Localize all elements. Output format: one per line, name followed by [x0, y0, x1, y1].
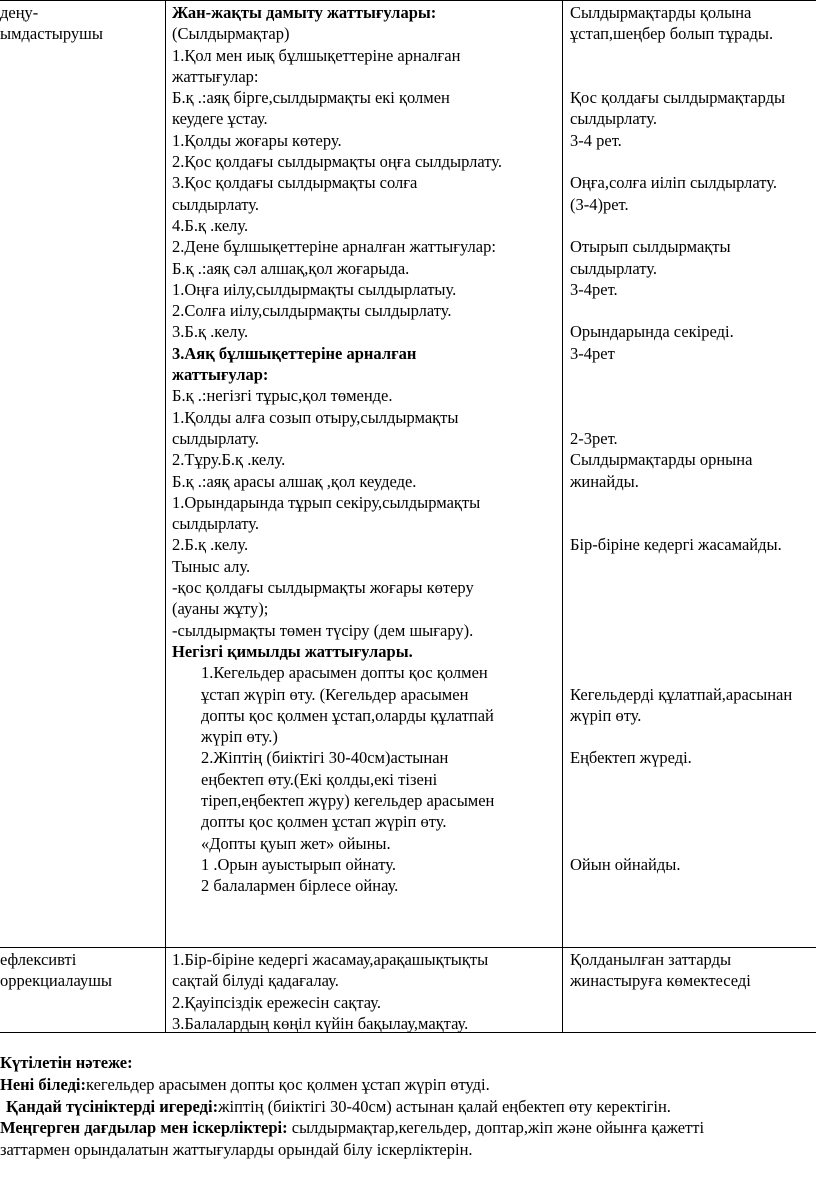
row1-stage-cell [0, 2, 160, 45]
row2-children-line: Қолданылған заттарды [570, 950, 732, 969]
row1-activity-line: 3.Б.қ .келу. [172, 322, 249, 342]
row1-children-line: Орындарында секіреді. [570, 322, 734, 342]
row1-stage-line: ымдастырушы [0, 24, 103, 44]
row1-children-line [570, 151, 816, 172]
row2-children-line: жинастыруға көмектеседі [570, 971, 751, 991]
row1-children-line: сылдырлату. [570, 109, 658, 129]
row1-activity-line: 2.Б.қ .келу. [172, 535, 249, 555]
row1-activity-line: Жан-жақты дамыту жаттығулары: [172, 3, 437, 22]
row1-children-line [570, 662, 816, 683]
row1-children-line: жинайды. [570, 471, 639, 491]
table-divider-col1 [165, 0, 166, 1033]
row1-children-line [570, 833, 816, 854]
table-border-top [0, 0, 816, 1]
row1-children-line [570, 513, 816, 534]
row1-activity-line: жаттығулар: [172, 66, 259, 86]
concepts-text: жіптің (биіктігі 30-40см) астынан қалай еңбектеп өту керектігін. [218, 1096, 671, 1116]
table-divider-col2 [562, 0, 563, 1033]
row2-activities-cell [172, 949, 560, 1034]
row1-activity-line: «Допты қуып жет» ойыны. [201, 833, 391, 853]
row1-children-line: Ойын ойнайды. [570, 854, 681, 874]
row1-children-line [570, 811, 816, 832]
row1-activity-line: сылдырлату. [172, 194, 260, 214]
row1-activity-line: допты қос қолмен ұстап,оларды құлатпай [201, 705, 494, 725]
row1-children-line: сылдырлату. [570, 258, 658, 278]
row1-activity-line: 1.Қол мен иық бұлшықеттеріне арналған [172, 45, 461, 65]
row1-children-line [570, 45, 816, 66]
row2-stage-line: ефлексивті [0, 950, 77, 969]
row1-activity-line: жүріп өту.) [201, 727, 278, 747]
row1-activity-line: 2 балалармен бірлесе ойнау. [201, 876, 399, 896]
row1-activity-line: Б.қ .:аяқ сәл алшақ,қол жоғарыда. [172, 258, 410, 278]
row2-activity-line: 1.Бір-біріне кедергі жасамау,арақашықтықты [172, 950, 489, 969]
expected-results [0, 1052, 704, 1161]
row1-activity-line: ұстап жүріп өту. (Кегельдер арасымен [201, 684, 469, 704]
row1-children-line [570, 620, 816, 641]
row1-activities-cell [172, 2, 560, 896]
row2-activity-line: 2.Қауіпсіздік ережесін сақтау. [172, 992, 381, 1012]
row1-activity-line: Тыныс алу. [172, 556, 251, 576]
skills-text: сылдырмақтар,кегельдер, доптар,жіп және ойынға қажетті [287, 1118, 705, 1138]
table-divider-row [0, 947, 816, 948]
row1-activity-line: кеудеге ұстау. [172, 109, 268, 129]
row1-activity-line: 1.Орындарында тұрып секіру,сылдырмақты [172, 492, 481, 512]
row1-activity-line: Негізгі қимылды жаттығулары. [172, 641, 413, 661]
row1-children-line [570, 407, 816, 428]
row1-activity-line: 2.Қос қолдағы сылдырмақты оңға сылдырлату. [172, 152, 502, 172]
row1-activity-line: 1.Қолды алға созып отыру,сылдырмақты [172, 407, 459, 427]
row1-children-line [570, 215, 816, 236]
row1-activity-line: 2.Тұру.Б.қ .келу. [172, 450, 286, 470]
row1-children-line [570, 577, 816, 598]
row2-stage-cell [0, 949, 160, 992]
skills-label: Меңгерген дағдылар мен іскерліктері: [0, 1118, 288, 1138]
row2-activity-line: сақтай білуді қадағалау. [172, 971, 339, 991]
row1-children-line [570, 492, 816, 513]
row1-activity-line: жаттығулар: [172, 365, 269, 385]
row1-activity-line: Б.қ .:аяқ арасы алшақ ,қол кеудеде. [172, 471, 417, 491]
row1-children-line [570, 769, 816, 790]
knows-line [0, 1074, 704, 1096]
row2-stage-line: оррекциалаушы [0, 971, 112, 991]
row1-children-line: Сылдырмақтарды орнына [570, 450, 753, 470]
knows-text: кегельдер арасымен допты қос қолмен ұстап жүріп өтуді. [86, 1074, 490, 1094]
row1-activity-line: (Сылдырмақтар) [172, 24, 290, 44]
row1-activity-line: 4.Б.қ .келу. [172, 215, 249, 235]
row1-children-line [570, 790, 816, 811]
row1-activity-line: 1 .Орын ауыстырып ойнату. [201, 854, 396, 874]
row1-activity-line: (ауаны жұту); [172, 599, 269, 619]
row1-children-line [570, 641, 816, 662]
row1-children-line: 3-4рет [570, 343, 615, 363]
row1-children-line: жүріп өту. [570, 705, 642, 725]
row1-activity-line: допты қос қолмен ұстап жүріп өту. [201, 812, 447, 832]
row1-children-line: ұстап,шеңбер болып тұрады. [570, 24, 774, 44]
row1-children-line: Бір-біріне кедергі жасамайды. [570, 535, 782, 555]
row1-children-line [570, 726, 816, 747]
row1-activity-line: еңбектеп өту.(Екі қолды,екі тізені [201, 769, 438, 789]
row1-activity-line: -сылдырмақты төмен түсіру (дем шығару). [172, 620, 474, 640]
row1-children-line: Отырып сылдырмақты [570, 237, 731, 257]
row1-children-line: (3-4)рет. [570, 194, 629, 214]
row1-activity-line: 2.Жіптің (биіктігі 30-40см)астынан [201, 748, 449, 768]
row1-children-line: 3-4рет. [570, 279, 618, 299]
row1-children-line: Оңға,солға иіліп сылдырлату. [570, 173, 777, 193]
row1-children-line [570, 598, 816, 619]
expected-results-title: Күтілетін нәтеже: [0, 1053, 133, 1072]
row1-children-line: 2-3рет. [570, 428, 618, 448]
row1-children-line [570, 300, 816, 321]
skills-line [0, 1117, 704, 1139]
row1-children-line [570, 364, 816, 385]
row1-children-line [570, 385, 816, 406]
row1-activity-line: сылдырлату. [172, 514, 260, 534]
row1-children-line [570, 556, 816, 577]
concepts-label: Қандай түсініктерді игереді: [6, 1096, 219, 1116]
row1-activity-line: 2.Дене бұлшықеттеріне арналған жаттығулар: [172, 237, 496, 257]
row2-activity-line: 3.Балалардың көңіл күйін бақылау,мақтау. [172, 1013, 469, 1033]
skills-line-2: заттармен орындалатын жаттығуларды орындай білу іскерліктерін. [0, 1140, 473, 1160]
row1-activity-line: 3.Қос қолдағы сылдырмақты солға [172, 173, 418, 193]
row1-activity-line: Б.қ .:негізгі тұрыс,қол төменде. [172, 386, 393, 406]
row1-children-line: Сылдырмақтарды қолына [570, 3, 752, 22]
row1-children-line: 3-4 рет. [570, 130, 622, 150]
knows-label: Нені біледі: [0, 1074, 86, 1094]
row1-activity-line: сылдырлату. [172, 428, 260, 448]
row2-children-cell [570, 949, 816, 992]
row1-activity-line: Б.қ .:аяқ бірге,сылдырмақты екі қолмен [172, 88, 450, 108]
row1-children-cell [570, 2, 816, 875]
row1-children-line: Кегельдерді құлатпай,арасынан [570, 684, 793, 704]
concepts-line [0, 1096, 704, 1118]
row1-activity-line: -қос қолдағы сылдырмақты жоғары көтеру [172, 578, 474, 598]
row1-children-line [570, 66, 816, 87]
row1-children-line: Қос қолдағы сылдырмақтарды [570, 88, 786, 108]
row1-children-line: Еңбектеп жүреді. [570, 748, 692, 768]
row1-activity-line: 3.Аяқ бұлшықеттеріне арналған [172, 343, 417, 363]
row1-activity-line: тіреп,еңбектеп жүру) кегельдер арасымен [201, 790, 495, 810]
row1-stage-line: деңу- [0, 3, 39, 22]
row1-activity-line: 1.Оңға иілу,сылдырмақты сылдырлатыу. [172, 279, 457, 299]
row1-activity-line: 1.Қолды жоғары көтеру. [172, 130, 342, 150]
row1-activity-line: 1.Кегельдер арасымен допты қос қолмен [201, 663, 488, 683]
row1-activity-line: 2.Солға иілу,сылдырмақты сылдырлату. [172, 301, 452, 321]
